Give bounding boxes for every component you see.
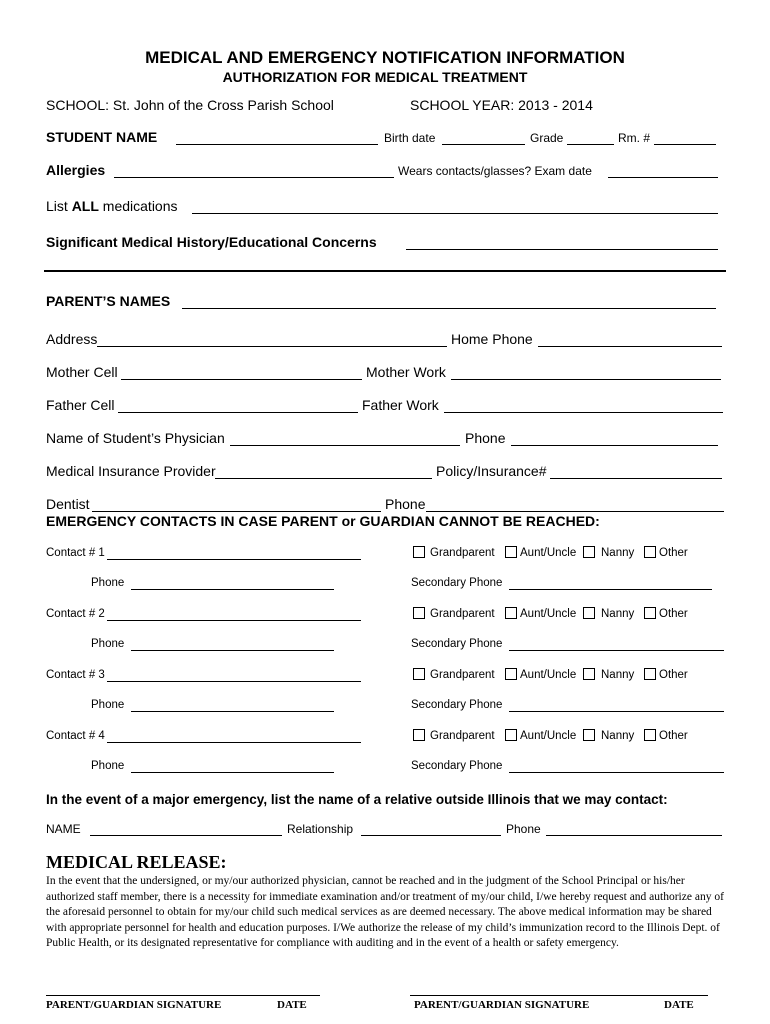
medical-history-field[interactable]	[406, 249, 718, 250]
relative-name-field[interactable]	[90, 835, 282, 836]
nanny-label: Nanny	[601, 547, 635, 559]
date-label-1: DATE	[277, 999, 307, 1011]
aunt-uncle-checkbox[interactable]	[505, 546, 517, 558]
nanny-label: Nanny	[601, 730, 635, 742]
contact-phone-field[interactable]	[131, 711, 334, 712]
contact-name-field[interactable]	[107, 681, 361, 682]
contact-secondary-phone-label: Secondary Phone	[411, 577, 503, 589]
dentist-label: Dentist	[46, 496, 90, 512]
school-name: SCHOOL: St. John of the Cross Parish School	[46, 97, 334, 113]
grandparent-label: Grandparent	[430, 669, 495, 681]
signature-line-1[interactable]	[46, 995, 320, 996]
date-label-2: DATE	[664, 999, 694, 1011]
nanny-checkbox[interactable]	[583, 729, 595, 741]
other-label: Other	[659, 730, 688, 742]
other-label: Other	[659, 547, 688, 559]
father-cell-label: Father Cell	[46, 397, 115, 413]
contact-secondary-phone-label: Secondary Phone	[411, 760, 503, 772]
nanny-checkbox[interactable]	[583, 668, 595, 680]
policy-field[interactable]	[550, 478, 722, 479]
contact-phone-label: Phone	[91, 760, 125, 772]
policy-label: Policy/Insurance#	[436, 463, 547, 479]
allergies-field[interactable]	[114, 177, 394, 178]
mother-cell-label: Mother Cell	[46, 364, 118, 380]
father-work-field[interactable]	[444, 412, 723, 413]
other-label: Other	[659, 669, 688, 681]
insurance-field[interactable]	[215, 478, 432, 479]
signature-line-2[interactable]	[410, 995, 708, 996]
relative-relationship-field[interactable]	[361, 835, 501, 836]
contact-phone-label: Phone	[91, 577, 125, 589]
medications-label: List ALL medications	[46, 198, 178, 214]
contact-secondary-phone-field[interactable]	[509, 772, 724, 773]
room-label: Rm. #	[618, 131, 651, 145]
emergency-heading: EMERGENCY CONTACTS IN CASE PARENT or GUARDIAN CANNOT BE REACHED:	[46, 513, 600, 529]
other-checkbox[interactable]	[644, 729, 656, 741]
allergies-label: Allergies	[46, 162, 106, 178]
physician-phone-field[interactable]	[511, 445, 718, 446]
nanny-checkbox[interactable]	[583, 546, 595, 558]
grandparent-label: Grandparent	[430, 730, 495, 742]
contact-secondary-phone-field[interactable]	[509, 589, 712, 590]
relative-name-label: NAME	[46, 822, 81, 836]
contact-name-field[interactable]	[107, 742, 361, 743]
grandparent-checkbox[interactable]	[413, 668, 425, 680]
grandparent-checkbox[interactable]	[413, 546, 425, 558]
physician-label: Name of Student’s Physician	[46, 430, 225, 446]
dentist-field[interactable]	[92, 511, 381, 512]
form-title: MEDICAL AND EMERGENCY NOTIFICATION INFORMATION	[145, 48, 625, 67]
medical-history-label: Significant Medical History/Educational Concerns	[46, 234, 377, 250]
physician-field[interactable]	[230, 445, 460, 446]
home-phone-field[interactable]	[538, 346, 722, 347]
contact-label: Contact # 4	[46, 730, 105, 742]
contact-label: Contact # 3	[46, 669, 105, 681]
nanny-label: Nanny	[601, 669, 635, 681]
aunt-uncle-checkbox[interactable]	[505, 607, 517, 619]
contact-phone-label: Phone	[91, 638, 125, 650]
contact-secondary-phone-field[interactable]	[509, 650, 724, 651]
signature-label-2: PARENT/GUARDIAN SIGNATURE	[414, 999, 590, 1011]
aunt-uncle-label: Aunt/Uncle	[520, 669, 577, 681]
aunt-uncle-checkbox[interactable]	[505, 668, 517, 680]
contact-label: Contact # 1	[46, 547, 105, 559]
student-name-label: STUDENT NAME	[46, 129, 158, 145]
aunt-uncle-label: Aunt/Uncle	[520, 730, 577, 742]
school-year: SCHOOL YEAR: 2013 - 2014	[410, 97, 593, 113]
other-checkbox[interactable]	[644, 668, 656, 680]
release-text: In the event that the undersigned, or my/our authorized physician, cannot be reached and in the judgment of the School Principal or his/her authorized staff member, there is a necessity for immediate examination and/or treatment of my/our child, I/we hereby request and authorize any of the aforesaid personnel to obtain for my/our child such medical services as are deemed necessary. The above medical information may be shared with appropriate personnel for health and education purposes. I/We authorize the release of my child’s immunization record to the Illinois Dept. of Public Health, or its designated representative for compliance with auditing and in the event of a health or safety emergency.	[46, 875, 724, 949]
birth-date-field[interactable]	[442, 144, 525, 145]
father-work-label: Father Work	[362, 397, 439, 413]
dentist-phone-label: Phone	[385, 496, 426, 512]
mother-cell-field[interactable]	[121, 379, 362, 380]
release-heading: MEDICAL RELEASE:	[46, 852, 227, 872]
relative-phone-label: Phone	[506, 822, 541, 836]
aunt-uncle-checkbox[interactable]	[505, 729, 517, 741]
contact-phone-label: Phone	[91, 699, 125, 711]
medications-field[interactable]	[192, 213, 718, 214]
father-cell-field[interactable]	[118, 412, 358, 413]
exam-date-field[interactable]	[608, 177, 718, 178]
student-name-field[interactable]	[176, 144, 378, 145]
aunt-uncle-label: Aunt/Uncle	[520, 608, 577, 620]
section-divider	[44, 270, 726, 272]
contact-phone-field[interactable]	[131, 772, 334, 773]
contact-secondary-phone-label: Secondary Phone	[411, 699, 503, 711]
contacts-glasses-label: Wears contacts/glasses? Exam date	[398, 164, 592, 178]
contact-secondary-phone-label: Secondary Phone	[411, 638, 503, 650]
grandparent-checkbox[interactable]	[413, 607, 425, 619]
relative-relationship-label: Relationship	[287, 822, 354, 836]
parents-names-label: PARENT’S NAMES	[46, 293, 171, 309]
contact-label: Contact # 2	[46, 608, 105, 620]
other-checkbox[interactable]	[644, 546, 656, 558]
mother-work-label: Mother Work	[366, 364, 446, 380]
grade-label: Grade	[530, 131, 564, 145]
physician-phone-label: Phone	[465, 430, 506, 446]
insurance-label: Medical Insurance Provider	[46, 463, 216, 479]
mother-work-field[interactable]	[451, 379, 721, 380]
grade-field[interactable]	[567, 144, 614, 145]
contact-phone-field[interactable]	[131, 589, 334, 590]
grandparent-checkbox[interactable]	[413, 729, 425, 741]
form-subtitle: AUTHORIZATION FOR MEDICAL TREATMENT	[222, 69, 528, 85]
relative-heading: In the event of a major emergency, list the name of a relative outside Illinois that we may contact:	[46, 792, 668, 807]
contact-phone-field[interactable]	[131, 650, 334, 651]
contact-name-field[interactable]	[107, 620, 361, 621]
aunt-uncle-label: Aunt/Uncle	[520, 547, 577, 559]
parents-names-field[interactable]	[182, 308, 716, 309]
other-label: Other	[659, 608, 688, 620]
other-checkbox[interactable]	[644, 607, 656, 619]
dentist-phone-field[interactable]	[426, 511, 724, 512]
nanny-checkbox[interactable]	[583, 607, 595, 619]
room-field[interactable]	[654, 144, 716, 145]
nanny-label: Nanny	[601, 608, 635, 620]
grandparent-label: Grandparent	[430, 608, 495, 620]
signature-label-1: PARENT/GUARDIAN SIGNATURE	[46, 999, 222, 1011]
contact-secondary-phone-field[interactable]	[509, 711, 724, 712]
relative-phone-field[interactable]	[546, 835, 722, 836]
contact-name-field[interactable]	[107, 559, 361, 560]
birth-date-label: Birth date	[384, 131, 436, 145]
address-field[interactable]	[97, 346, 447, 347]
address-label: Address	[46, 331, 98, 347]
grandparent-label: Grandparent	[430, 547, 495, 559]
home-phone-label: Home Phone	[451, 331, 533, 347]
